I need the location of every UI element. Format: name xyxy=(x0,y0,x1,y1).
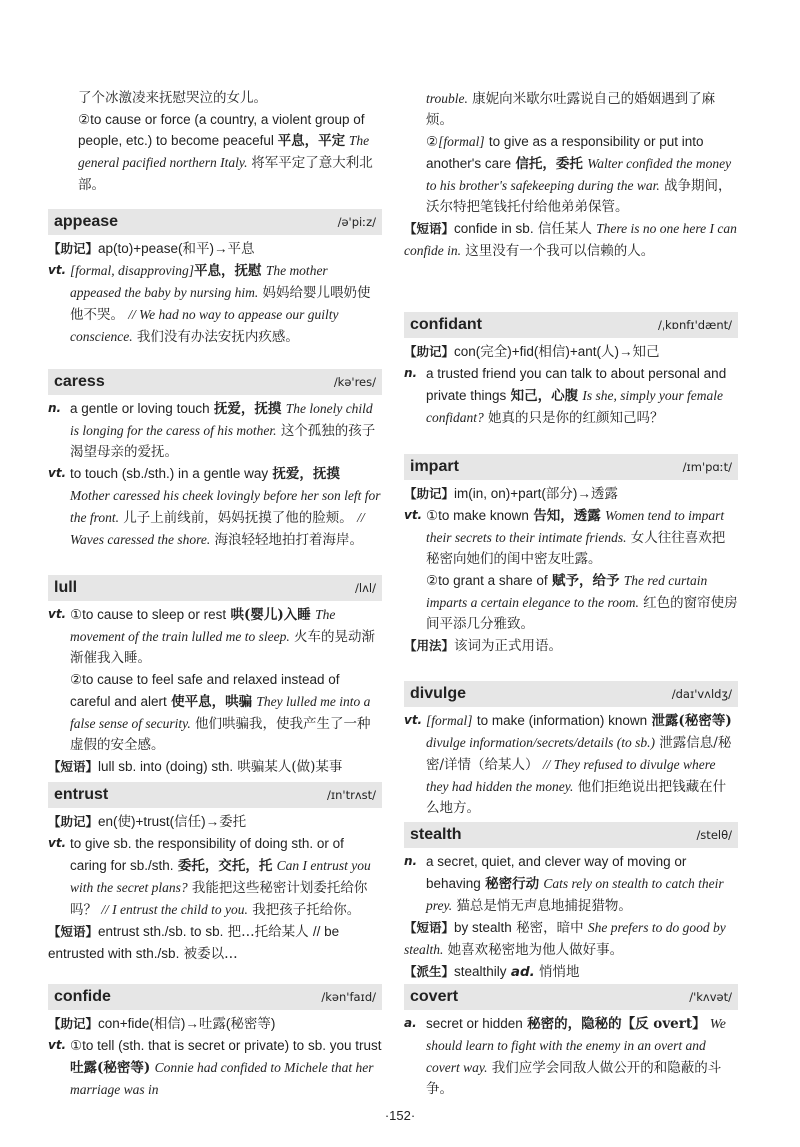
example-translation: 我把孩子托给你。 xyxy=(252,902,361,918)
phonetic: /ˌkɒnfɪ'dænt/ xyxy=(657,318,732,332)
pacify-continuation xyxy=(48,88,382,196)
example-translation: 我们应学会同敌人做公开的和隐蔽的斗争。 xyxy=(426,1060,722,1097)
headword: impart xyxy=(410,458,459,475)
example-sentence: trouble. xyxy=(426,91,468,106)
translation: 委托，交托，托 xyxy=(177,858,273,874)
style-label: [formal] xyxy=(438,134,485,149)
definition: a secret, quiet, and clever way of moving or behaving xyxy=(426,854,687,891)
part-of-speech: vt. xyxy=(404,713,423,727)
example-translation: 妈妈给婴儿喂奶使他不哭。 xyxy=(70,285,371,323)
entry-header xyxy=(404,312,738,338)
headword: caress xyxy=(54,373,105,390)
phonetic: /daɪ'vʌldʒ/ xyxy=(671,687,732,701)
phrase-label: 【短语】 xyxy=(48,924,99,939)
phonetic: /kə'res/ xyxy=(333,375,376,389)
part-of-speech: vt. xyxy=(404,508,423,522)
translation: 使平息，哄骗 xyxy=(171,694,253,710)
phrase: lull sb. into (doing) sth. xyxy=(98,759,234,774)
definition: a trusted friend you can talk to about personal and private things xyxy=(426,366,727,403)
example-sentence: She prefers to do good by stealth. xyxy=(404,920,726,957)
phrase: by stealth xyxy=(454,920,512,935)
sense-number: ② xyxy=(426,134,439,149)
entry-header xyxy=(48,782,382,808)
example-translation: 我们没有办法安抚内疚感。 xyxy=(136,329,299,345)
example-sentence: There is no one here I can confide in. xyxy=(404,221,737,258)
translation: 信托，委托 xyxy=(515,156,583,172)
example-sentence: Cats rely on stealth to catch their prey. xyxy=(426,876,724,913)
mnemonic: con(完全)+fid(相信)+ant(人)→知己 xyxy=(454,344,660,359)
example-sentence: They lulled me into a false sense of security. xyxy=(70,694,371,731)
continuation-text: 了个冰激凌来抚慰哭泣的女儿。 xyxy=(78,90,267,106)
part-of-speech: vt. xyxy=(48,607,67,621)
headword: stealth xyxy=(410,826,462,843)
example-sentence: The general pacified northern Italy. xyxy=(78,133,370,170)
entry-divulge xyxy=(404,681,738,819)
derivative-pos: ad. xyxy=(510,964,535,980)
phrase-translation: 把…托给某人 xyxy=(227,924,309,940)
entry-stealth xyxy=(404,822,738,983)
entry-lull xyxy=(48,575,382,778)
translation: 告知，透露 xyxy=(533,508,601,524)
usage-label: 【用法】 xyxy=(404,638,455,653)
headword: divulge xyxy=(410,685,467,702)
mnemonic: ap(to)+pease(和平)→平息 xyxy=(98,241,255,256)
example-translation: 她喜欢秘密地为他人做好事。 xyxy=(447,942,624,958)
headword: confide xyxy=(54,988,111,1005)
sense-translation: 平息，平定 xyxy=(277,133,346,149)
entry-appease xyxy=(48,209,382,348)
definition: a gentle or loving touch xyxy=(70,401,210,416)
example-translation: 儿子上前线前，妈妈抚摸了他的脸颊。 xyxy=(123,510,353,526)
entry-header xyxy=(404,822,738,848)
mnemonic-label: 【助记】 xyxy=(48,241,99,256)
part-of-speech: vt. xyxy=(48,836,67,850)
example-sentence: // They refused to divulge where they had hidden the money. xyxy=(426,757,716,794)
translation: 平息，抚慰 xyxy=(194,263,262,279)
phrase-label: 【短语】 xyxy=(404,920,455,935)
example-sentence: The lonely child is longing for the caress of his mother. xyxy=(70,401,373,438)
entry-header xyxy=(404,984,738,1010)
mnemonic-label: 【助记】 xyxy=(404,486,455,501)
entry-confide xyxy=(48,984,382,1101)
definition: secret or hidden xyxy=(426,1016,523,1031)
entry-impart xyxy=(404,454,738,657)
entry-entrust xyxy=(48,782,382,965)
example-translation: 她真的只是你的红颜知己吗？ xyxy=(488,410,664,426)
headword: lull xyxy=(54,579,78,596)
translation: 秘密行动 xyxy=(485,876,540,892)
mnemonic-label: 【助记】 xyxy=(48,814,99,829)
part-of-speech: n. xyxy=(48,401,62,415)
entry-header xyxy=(404,681,738,707)
example-translation: 康妮向米歇尔吐露说自己的婚姻遇到了麻烦。 xyxy=(426,91,716,128)
translation: 秘密的，隐秘的 xyxy=(527,1016,622,1032)
part-of-speech: a. xyxy=(404,1016,417,1030)
entry-header xyxy=(48,209,382,235)
definition: ②to cause to feel safe and relaxed instead of careful and alert xyxy=(70,672,340,709)
phrase-translation: 被委以… xyxy=(183,946,238,962)
example-sentence: We should learn to fight with the enemy in an overt and covert way. xyxy=(426,1016,726,1075)
part-of-speech: vt. xyxy=(48,466,67,480)
confide-continuation xyxy=(404,88,738,262)
headword: confidant xyxy=(410,316,482,333)
phrase-translation: 哄骗某人(做)某事 xyxy=(237,759,343,775)
phrase: entrust sth./sb. to sb. xyxy=(98,924,224,939)
entry-caress xyxy=(48,369,382,551)
entry-header xyxy=(48,369,382,395)
part-of-speech: vt. xyxy=(48,263,67,277)
phonetic: /ɪm'pɑːt/ xyxy=(682,460,732,474)
headword: covert xyxy=(410,988,459,1005)
phrase: // be entrusted with sth./sb. xyxy=(48,924,340,961)
phrase-label: 【短语】 xyxy=(48,759,99,774)
example-translation: 我能把这些秘密计划委托给你吗？ xyxy=(70,880,368,918)
style-label: [formal] xyxy=(426,713,473,728)
definition: ①to tell (sth. that is secret or private) to sb. you trust xyxy=(70,1038,382,1053)
phonetic: /ə'piːz/ xyxy=(337,215,376,229)
phrase-translation: 秘密，暗中 xyxy=(516,920,584,936)
example-sentence: Walter confided the money to his brother's safekeeping during the war. xyxy=(426,156,732,193)
example-sentence: Women tend to impart their secrets to their intimate friends. xyxy=(426,508,725,545)
definition: to give sb. the responsibility of doing sth. or of caring for sb./sth. xyxy=(70,836,344,873)
sense-definition: ②to cause or force (a country, a violent group of people, etc.) to become peaceful xyxy=(78,112,365,148)
definition: to touch (sb./sth.) in a gentle way xyxy=(70,466,269,481)
example-translation: 他们拒绝说出把钱藏在什么地方。 xyxy=(426,779,727,816)
example-translation: 猫总是悄无声息地捕捉猎物。 xyxy=(456,898,632,914)
translation: 哄(婴儿)入睡 xyxy=(230,607,311,623)
example-sentence: divulge information/secrets/details (to sb.) xyxy=(426,735,655,750)
mnemonic: con+fide(相信)→吐露(秘密等) xyxy=(98,1016,276,1031)
translation: 赋予，给予 xyxy=(551,573,620,589)
entry-header xyxy=(404,454,738,480)
derivative: stealthily xyxy=(454,964,507,979)
headword: entrust xyxy=(54,786,109,803)
example-sentence: Can I entrust you with the secret plans? xyxy=(70,858,371,895)
part-of-speech: vt. xyxy=(48,1038,67,1052)
example-translation: 战争期间，沃尔特把笔钱托付给他弟弟保管。 xyxy=(426,178,732,215)
example-sentence: // I entrust the child to you. xyxy=(101,902,248,917)
example-sentence: // Waves caressed the shore. xyxy=(70,510,365,547)
entry-header xyxy=(48,984,382,1010)
translation: 抚爱，抚摸 xyxy=(272,466,340,482)
translation: 泄露(秘密等) xyxy=(651,713,732,729)
example-sentence: The red curtain imparts a certain elegance to the room. xyxy=(426,573,708,610)
definition: ①to make known xyxy=(426,508,529,523)
translation: 吐露(秘密等) xyxy=(70,1060,151,1076)
translation: 抚爱，抚摸 xyxy=(213,401,282,417)
example-sentence: Is she, simply your female confidant? xyxy=(426,388,723,425)
example-translation: 女人往往喜欢把秘密向她们的闺中密友吐露。 xyxy=(426,530,726,567)
example-translation: 他们哄骗我，使我产生了一种虚假的安全感。 xyxy=(70,716,371,753)
phonetic: /ɪn'trʌst/ xyxy=(326,788,376,802)
example-translation: 火车的晃动渐渐催我入睡。 xyxy=(70,629,375,666)
phonetic: /stelθ/ xyxy=(696,828,732,842)
example-translation: 这个孤独的孩子渴望母亲的爱抚。 xyxy=(70,423,376,460)
entry-header xyxy=(48,575,382,601)
page-number: ·152· xyxy=(384,1108,416,1123)
mnemonic: en(使)+trust(信任)→委托 xyxy=(98,814,247,829)
mnemonic: im(in, on)+part(部分)→透露 xyxy=(454,486,618,501)
example-translation: 海浪轻轻地拍打着海岸。 xyxy=(214,532,364,548)
definition: ②to grant a share of xyxy=(426,573,548,588)
phonetic: /'kʌvət/ xyxy=(689,990,732,1004)
example-translation: 红色的窗帘使房间平添几分雅致。 xyxy=(426,595,738,632)
example-sentence: Connie had confided to Michele that her marriage was in xyxy=(70,1060,374,1097)
phonetic: /kən'faɪd/ xyxy=(321,990,376,1004)
mnemonic-label: 【助记】 xyxy=(404,344,455,359)
headword: appease xyxy=(54,213,119,230)
phrase-label: 【短语】 xyxy=(404,221,455,236)
style-label: [formal, disapproving] xyxy=(70,263,195,278)
part-of-speech: n. xyxy=(404,366,418,380)
mnemonic-label: 【助记】 xyxy=(48,1016,99,1031)
example-sentence: The mother appeased the baby by nursing him. xyxy=(70,263,328,300)
entry-covert xyxy=(404,984,738,1100)
derivative-translation: 悄悄地 xyxy=(539,964,580,980)
derivative-label: 【派生】 xyxy=(404,964,455,979)
example-sentence: Mother caressed his cheek lovingly before her son left for the front. xyxy=(70,488,381,525)
entry-confidant xyxy=(404,312,738,429)
usage-note: 该词为正式用语。 xyxy=(454,638,563,654)
definition: to make (information) known xyxy=(476,713,648,728)
phrase: confide in sb. xyxy=(454,221,534,236)
example-translation: 这里没有一个我可以信赖的人。 xyxy=(465,243,655,259)
definition: to give as a responsibility or put into another's care xyxy=(426,134,704,171)
definition: ①to cause to sleep or rest xyxy=(70,607,227,622)
phrase-translation: 信任某人 xyxy=(537,221,592,237)
translation: 知己，心腹 xyxy=(510,388,579,404)
example-sentence: // We had no way to appease our guilty conscience. xyxy=(70,307,339,344)
example-translation: 泄露信息/秘密/详情（给某人） xyxy=(426,735,732,773)
example-translation: 将军平定了意大利北部。 xyxy=(78,155,373,193)
antonym: 【反 overt】 xyxy=(621,1016,706,1032)
part-of-speech: n. xyxy=(404,854,418,868)
example-sentence: The movement of the train lulled me to sleep. xyxy=(70,607,336,644)
phonetic: /lʌl/ xyxy=(355,581,376,595)
